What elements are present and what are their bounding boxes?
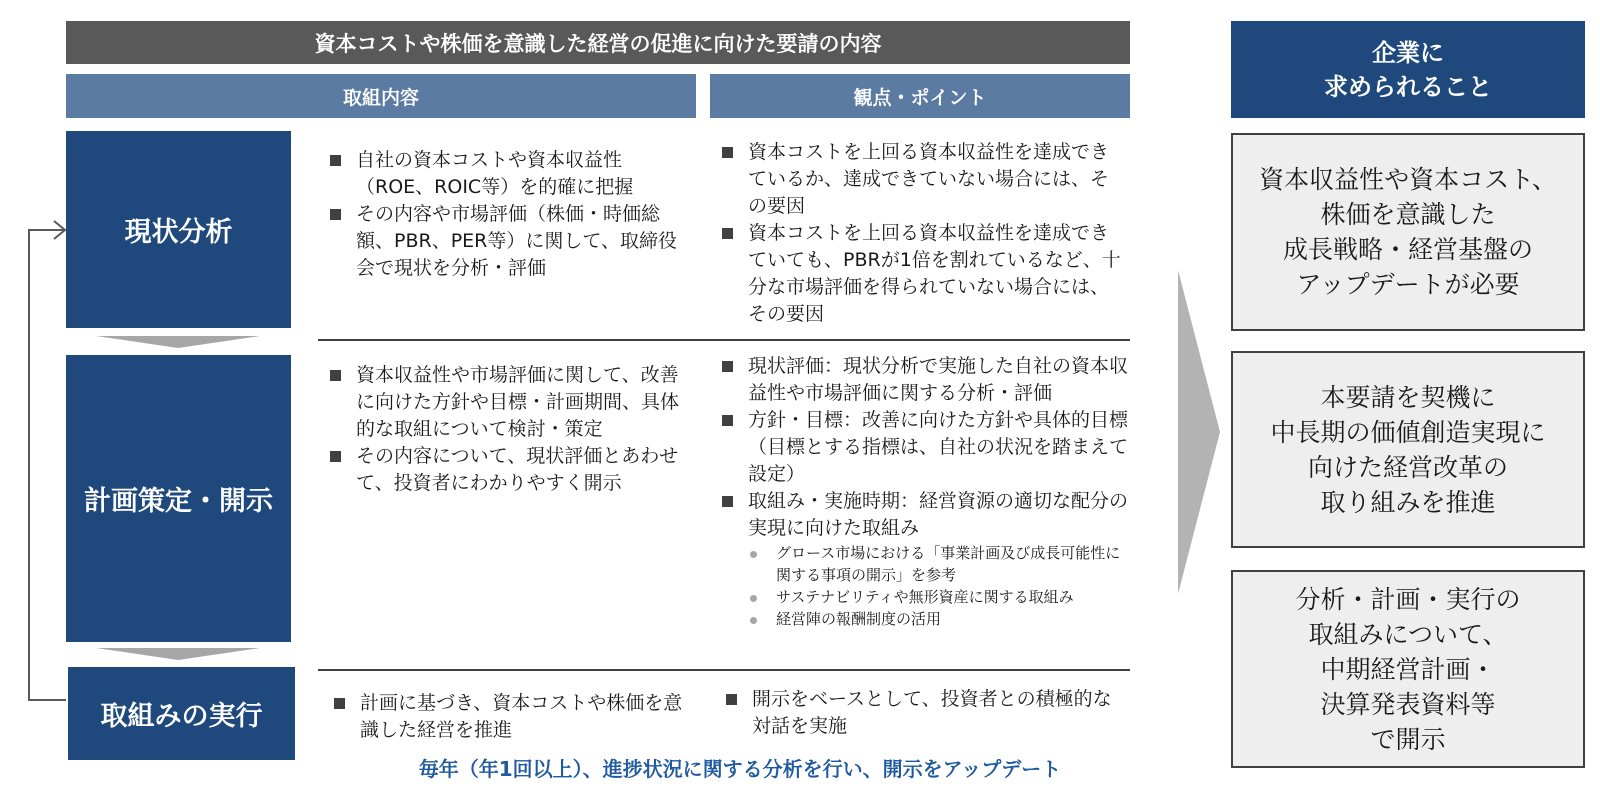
bullet-item: 開示をベースとして、投資者との積極的な対話を実施 <box>724 686 1124 740</box>
bullet-item: 資本コストを上回る資本収益性を達成できているか、達成できていない場合には、その要因 <box>720 139 1125 220</box>
right-heading: 企業に 求められること <box>1231 21 1585 118</box>
stage-planning-disclosure: 計画策定・開示 <box>66 355 291 642</box>
requirement-box: 分析・計画・実行の 取組みについて、 中期経営計画・ 決算発表資料等 で開示 <box>1231 570 1585 768</box>
loop-back-arrow <box>20 215 70 715</box>
sub-bullet-item: グロース市場における「事業計画及び成長可能性に関する事項の開示」を参考 <box>746 542 1130 586</box>
points-list-analysis <box>720 139 1125 328</box>
stage-current-analysis: 現状分析 <box>66 131 291 328</box>
content-list-planning <box>328 362 693 497</box>
bullet-item: 計画に基づき、資本コストや株価を意識した経営を推進 <box>332 690 692 744</box>
sub-bullet-list <box>746 542 1130 630</box>
column-header-content: 取組内容 <box>66 74 696 118</box>
content-list-analysis <box>328 147 693 282</box>
chevron-down-icon <box>96 648 260 660</box>
stage-execution: 取組みの実行 <box>68 667 295 760</box>
column-header-points: 観点・ポイント <box>710 74 1130 118</box>
points-list-planning <box>720 353 1130 630</box>
bullet-item: 取組み・実施時期：経営資源の適切な配分の実現に向けた取組み <box>720 488 1130 542</box>
bullet-item: 自社の資本コストや資本収益性（ROE、ROIC等）を的確に把握 <box>328 147 693 201</box>
bullet-item: その内容や市場評価（株価・時価総額、PBR、PER等）に関して、取締役会で現状を分析・評価 <box>328 201 693 282</box>
content-list-execution <box>332 690 692 744</box>
bullet-item: その内容について、現状評価とあわせて、投資者にわかりやすく開示 <box>328 443 693 497</box>
right-arrow-icon <box>1170 270 1225 600</box>
chevron-down-icon <box>96 336 260 348</box>
bullet-item: 現状評価：現状分析で実施した自社の資本収益性や市場評価に関する分析・評価 <box>720 353 1130 407</box>
row-divider <box>318 669 1130 671</box>
footer-note: 毎年（年1回以上）、進捗状況に関する分析を行い、開示をアップデート <box>418 757 1062 781</box>
requirement-box: 資本収益性や資本コスト、 株価を意識した 成長戦略・経営基盤の アップデートが必要 <box>1231 133 1585 331</box>
requirement-box: 本要請を契機に 中長期の価値創造実現に 向けた経営改革の 取り組みを推進 <box>1231 351 1585 548</box>
bullet-item: 資本収益性や市場評価に関して、改善に向けた方針や目標・計画期間、具体的な取組について検討・策定 <box>328 362 693 443</box>
bullet-item: 資本コストを上回る資本収益性を達成できていても、PBRが1倍を割れているなど、十分な市場評価を得られていない場合には、その要因 <box>720 220 1125 328</box>
points-list-execution <box>724 686 1124 740</box>
row-divider <box>318 339 1130 341</box>
page-title: 資本コストや株価を意識した経営の促進に向けた要請の内容 <box>66 21 1130 64</box>
bullet-item: 方針・目標：改善に向けた方針や具体的目標（目標とする指標は、自社の状況を踏まえて設定） <box>720 407 1130 488</box>
sub-bullet-item: 経営陣の報酬制度の活用 <box>746 608 1130 630</box>
sub-bullet-item: サステナビリティや無形資産に関する取組み <box>746 586 1130 608</box>
